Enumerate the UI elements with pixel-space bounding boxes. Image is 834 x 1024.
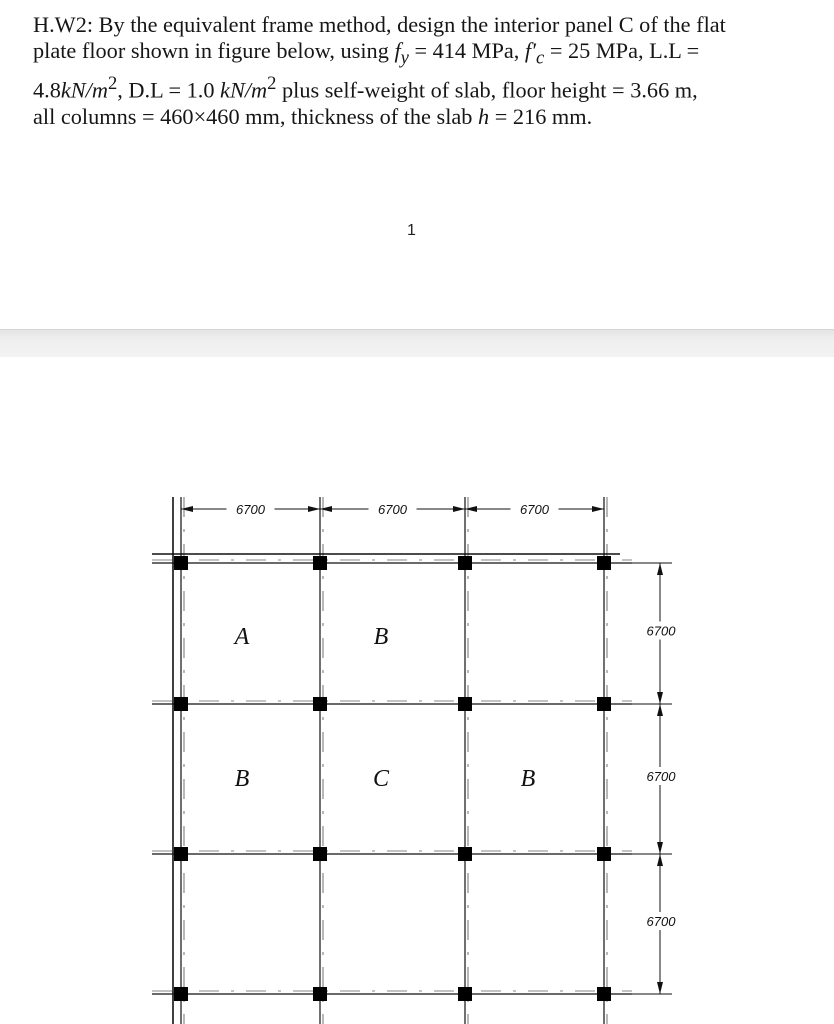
column-4-1 <box>174 987 188 1001</box>
problem-text-2c: = 25 MPa, L.L = <box>544 38 700 63</box>
top-dimension-3: 6700 <box>520 502 549 517</box>
dead-load-unit: kN/m <box>220 77 268 103</box>
column-1-2 <box>313 556 327 570</box>
column-1-1 <box>174 556 188 570</box>
column-1-3 <box>458 556 472 570</box>
column-3-2 <box>313 847 327 861</box>
problem-text-3b: , D.L = 1.0 <box>117 77 221 103</box>
column-2-2 <box>313 697 327 711</box>
fy-letter: f <box>394 38 401 63</box>
right-dimension-1: 6700 <box>646 623 676 639</box>
top-dim-arrow-left-2 <box>320 506 332 512</box>
panel-labels <box>233 624 536 792</box>
dead-load-unit-exponent: 2 <box>267 73 277 95</box>
fc-symbol <box>524 38 545 69</box>
column-4-3 <box>458 987 472 1001</box>
live-load-unit: kN/m <box>60 77 108 103</box>
column-1-4 <box>597 556 611 570</box>
right-dimension-2: 6700 <box>646 769 676 784</box>
fc-prime: ′ <box>531 38 536 63</box>
right-dim-arrow-top-2 <box>657 704 663 716</box>
panel-label-b-top: B <box>373 624 389 650</box>
right-dimension-3: 6700 <box>646 914 676 929</box>
right-dim-arrow-bottom-3 <box>657 982 663 994</box>
panel-label-b-right: B <box>520 766 536 792</box>
fy-subscript: y <box>400 47 409 69</box>
problem-text-2b: = 414 MPa, <box>408 38 525 63</box>
problem-line-1 <box>33 12 808 38</box>
problem-line-4 <box>33 104 808 130</box>
top-dim-arrow-left-3 <box>465 506 477 512</box>
problem-text-4b: = 216 mm. <box>489 103 593 129</box>
problem-text-3c: plus self-weight of slab, floor height = 3.66 m, <box>276 77 698 103</box>
top-dim-arrow-right-3 <box>592 506 604 512</box>
right-dim-arrow-bottom-1 <box>657 692 663 704</box>
page-number: 1 <box>407 222 416 239</box>
top-dimension-2: 6700 <box>378 502 407 517</box>
problem-text-2a: plate floor shown in figure below, using <box>33 38 395 63</box>
column-2-4 <box>597 697 611 711</box>
fc-letter: f <box>524 38 532 63</box>
fc-subscript: c <box>536 47 545 69</box>
problem-statement <box>33 12 808 130</box>
problem-line-2 <box>33 38 808 71</box>
column-2-1 <box>174 697 188 711</box>
page-1 <box>0 0 834 329</box>
panel-label-c: C <box>372 766 390 792</box>
page-2 <box>0 357 834 1024</box>
top-dim-arrow-right-2 <box>453 506 465 512</box>
top-dimension-1: 6700 <box>236 502 265 517</box>
right-dim-arrow-bottom-2 <box>657 842 663 854</box>
column-4-4 <box>597 987 611 1001</box>
problem-text-3a: 4.8 <box>33 77 61 103</box>
dimension-lines <box>181 497 680 994</box>
top-dim-arrow-right-1 <box>308 506 320 512</box>
column-3-4 <box>597 847 611 861</box>
right-dim-arrow-top-3 <box>657 854 663 866</box>
column-3-1 <box>174 847 188 861</box>
floor-plan-figure <box>0 357 834 1024</box>
thickness-symbol: h <box>478 103 490 129</box>
live-load-unit-exponent: 2 <box>107 73 118 95</box>
panel-label-b-left: B <box>234 766 250 792</box>
problem-line-3 <box>33 71 808 103</box>
problem-text-1: H.W2: By the equivalent frame method, design the interior panel C of the flat <box>33 12 726 37</box>
panel-label-a: A <box>234 624 250 650</box>
column-3-3 <box>458 847 472 861</box>
column-4-2 <box>313 987 327 1001</box>
column-gridlines <box>152 497 632 1024</box>
column-2-3 <box>458 697 472 711</box>
right-dim-arrow-top-1 <box>657 563 663 575</box>
problem-text-4a: all columns = 460×460 mm, thickness of the slab <box>33 103 479 129</box>
top-dim-arrow-left-1 <box>181 506 193 512</box>
fy-symbol <box>394 38 409 69</box>
page-separator <box>0 329 834 358</box>
